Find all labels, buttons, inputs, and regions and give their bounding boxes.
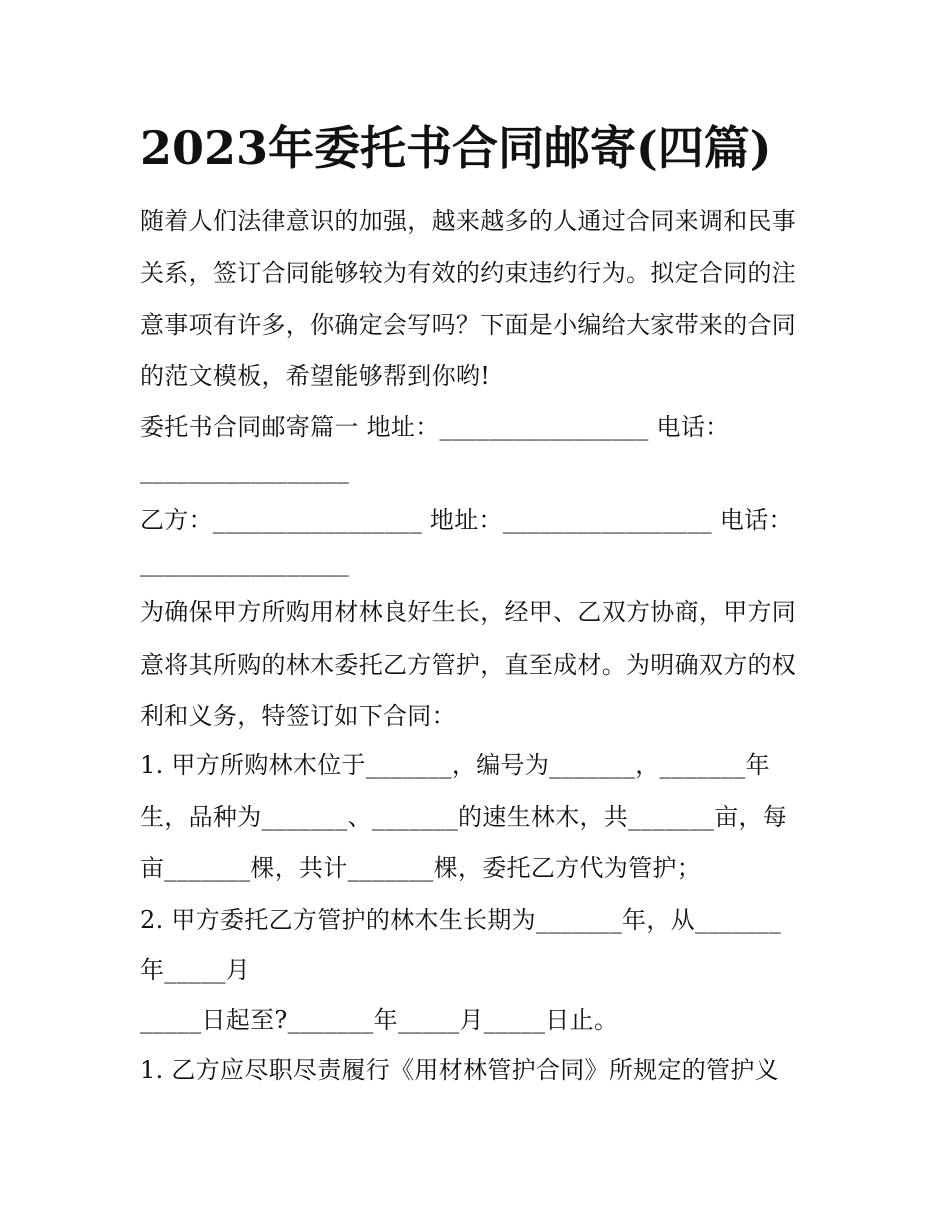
body-line: 生，品种为_______、_______的速生林木，共_______亩，每 (140, 803, 788, 831)
body-line: 亩_______棵，共计_______棵，委托乙方代为管护； (140, 854, 701, 882)
body-line: 1. 乙方应尽职尽责履行《用材林管护合同》所规定的管护义 (140, 1056, 779, 1084)
body-line: 随着人们法律意识的加强，越来越多的人通过合同来调和民事 (140, 207, 797, 235)
body-line: 委托书合同邮寄篇一 地址：_________________ 电话： (140, 413, 730, 441)
body-line: 意事项有许多，你确定会写吗？下面是小编给大家带来的合同 (140, 311, 797, 339)
body-line: _____日起至?_______年_____月_____日止。 (140, 1006, 619, 1034)
body-line: 2. 甲方委托乙方管护的林木生长期为_______年，从_______ (140, 906, 782, 934)
body-line: 利和义务，特签订如下合同： (140, 702, 456, 730)
body-line: 为确保甲方所购用材林良好生长，经甲、乙双方协商，甲方同 (140, 598, 797, 626)
body-line: 的范文模板，希望能够帮到你哟! (140, 362, 491, 390)
body-line: 乙方：_________________ 地址：_________________ 电话： (140, 506, 793, 534)
document-title: 2023年委托书合同邮寄(四篇) (140, 121, 772, 175)
body-line: 年_____月 (140, 956, 251, 984)
blank-line: _________________ (140, 456, 350, 484)
body-line: 意将其所购的林木委托乙方管护，直至成材。为明确双方的权 (140, 651, 797, 679)
body-line: 关系，签订合同能够较为有效的约束违约行为。拟定合同的注 (140, 259, 797, 287)
blank-line: _________________ (140, 549, 350, 577)
body-line: 1. 甲方所购林木位于_______，编号为_______，_______年 (140, 751, 770, 779)
